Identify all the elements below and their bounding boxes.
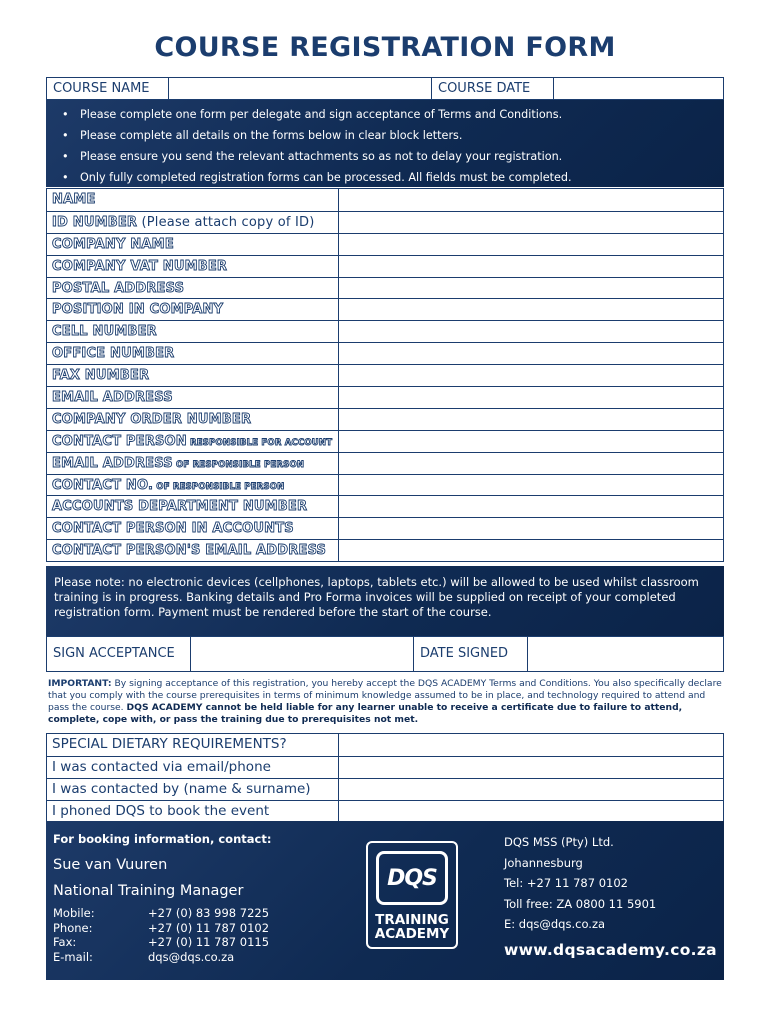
table-row	[47, 800, 723, 822]
course-date-field[interactable]	[554, 78, 723, 99]
table-row	[47, 539, 723, 561]
field-label-text: COMPANY ORDER NUMBER	[52, 411, 252, 427]
field-label-text: CONTACT PERSON'S EMAIL ADDRESS	[52, 543, 327, 559]
table-row	[47, 430, 723, 452]
field-label	[47, 343, 339, 364]
field-label	[47, 409, 339, 430]
contact-key: E-mail:	[53, 949, 93, 964]
field-label-text: CONTACT PERSON IN ACCOUNTS	[52, 521, 294, 537]
field-label	[47, 365, 339, 386]
delegate-details-table	[46, 188, 724, 562]
contact-key: Phone:	[53, 920, 93, 935]
contact-key: Mobile:	[53, 906, 95, 920]
field-input[interactable]	[339, 212, 723, 233]
contact-value: +27 (0) 11 787 0102	[148, 920, 270, 935]
field-label	[47, 212, 339, 233]
contact-row	[53, 906, 269, 921]
additional-info-table	[46, 733, 724, 823]
phoned-dqs-field[interactable]	[339, 801, 723, 822]
field-label-text: CELL NUMBER	[52, 324, 157, 340]
contacted-by-field[interactable]	[339, 779, 723, 800]
company-details	[504, 832, 656, 935]
field-label-note: (Please attach copy of ID)	[137, 214, 315, 230]
field-input[interactable]	[339, 234, 723, 255]
company-tel: Tel: +27 11 787 0102	[504, 876, 628, 890]
field-label-text: OFFICE NUMBER	[52, 346, 175, 362]
table-row	[47, 364, 723, 386]
course-date-label: COURSE DATE	[432, 78, 554, 99]
field-label	[47, 431, 339, 452]
logo-line-2: ACADEMY	[374, 926, 450, 942]
contacted-via-field[interactable]	[339, 757, 723, 778]
table-row	[47, 255, 723, 277]
dqs-training-academy-logo	[366, 841, 458, 949]
field-label-text: CONTACT PERSON	[52, 433, 187, 449]
contact-value[interactable]: dqs@dqs.co.za	[148, 949, 235, 964]
field-label	[47, 518, 339, 539]
logo-line-1: TRAINING	[375, 912, 449, 928]
dqs-logo-mark: DQS	[376, 851, 448, 905]
table-row	[47, 452, 723, 474]
field-label	[47, 234, 339, 255]
field-label	[47, 496, 339, 517]
field-input[interactable]	[339, 453, 723, 474]
dietary-requirements-label: SPECIAL DIETARY REQUIREMENTS?	[47, 734, 339, 756]
important-liability: DQS ACADEMY cannot be held liable for any learner unable to receive a certificate due to failure to attend, complete, cope with, or pass the training due to prerequisites not met.	[48, 702, 683, 725]
table-row	[47, 495, 723, 517]
note-panel	[46, 566, 724, 636]
field-input[interactable]	[339, 321, 723, 342]
contact-row	[53, 935, 269, 950]
date-signed-field[interactable]	[528, 637, 723, 671]
contact-role: National Training Manager	[53, 883, 244, 899]
table-row	[47, 517, 723, 539]
table-row	[47, 408, 723, 430]
phoned-dqs-label: I phoned DQS to book the event	[47, 801, 339, 822]
field-input[interactable]	[339, 387, 723, 408]
important-text: By signing acceptance of this registration, you hereby accept the DQS ACADEMY Terms and Conditions. You also specifically declare that you comply with the course prerequisites in terms of minimum knowledge assumed to be in place, and technology required to attend and pass the course.	[48, 678, 722, 713]
table-row	[47, 298, 723, 320]
field-label-text: FAX NUMBER	[52, 368, 150, 384]
sign-row	[46, 636, 724, 672]
field-label-text: POSITION IN COMPANY	[52, 302, 224, 318]
instructions-panel	[46, 100, 724, 187]
contact-value: +27 (0) 11 787 0115	[148, 935, 270, 949]
field-label	[47, 540, 339, 561]
field-label	[47, 256, 339, 277]
table-row	[47, 778, 723, 800]
sign-acceptance-field[interactable]	[191, 637, 414, 671]
instruction-item: • Please complete all details on the forms below in clear block letters.	[54, 125, 716, 146]
instruction-item: • Only fully completed registration forms can be processed. All fields must be completed.	[54, 167, 716, 188]
field-label	[47, 453, 339, 474]
field-label-sub: OF RESPONSIBLE PERSON	[172, 459, 305, 470]
contact-name: Sue van Vuuren	[53, 857, 168, 873]
table-row	[47, 734, 723, 756]
contact-details	[53, 906, 269, 964]
field-input[interactable]	[339, 496, 723, 517]
field-label	[47, 299, 339, 320]
table-row	[47, 342, 723, 364]
instruction-item: • Please complete one form per delegate and sign acceptance of Terms and Conditions.	[54, 104, 716, 125]
field-input[interactable]	[339, 189, 723, 211]
field-label-text: COMPANY NAME	[52, 236, 174, 252]
field-label-text: COMPANY VAT NUMBER	[52, 258, 228, 274]
field-label-text: NAME	[52, 192, 96, 207]
course-header-row	[46, 77, 724, 100]
booking-heading: For booking information, contact:	[53, 832, 272, 846]
field-input[interactable]	[339, 299, 723, 320]
table-row	[47, 189, 723, 211]
field-input[interactable]	[339, 343, 723, 364]
field-input[interactable]	[339, 431, 723, 452]
contact-row	[53, 921, 269, 936]
company-name: DQS MSS (Pty) Ltd.	[504, 835, 614, 849]
field-input[interactable]	[339, 540, 723, 561]
field-label-text: EMAIL ADDRESS	[52, 390, 173, 406]
booking-footer	[46, 821, 724, 980]
table-row	[47, 233, 723, 255]
contact-value: +27 (0) 83 998 7225	[148, 906, 270, 920]
website-link[interactable]: www.dqsacademy.co.za	[504, 941, 717, 959]
company-tollfree: Toll free: ZA 0800 11 5901	[504, 896, 657, 911]
contact-key: Fax:	[53, 935, 77, 949]
field-label-text: ID NUMBER	[52, 214, 138, 230]
table-row	[47, 386, 723, 408]
field-input[interactable]	[339, 278, 723, 299]
table-row	[47, 320, 723, 342]
course-name-label: COURSE NAME	[47, 78, 169, 99]
course-name-field[interactable]	[169, 78, 432, 99]
field-label	[47, 387, 339, 408]
instruction-item: • Please ensure you send the relevant attachments so as not to delay your registration.	[54, 146, 716, 167]
contact-row	[53, 950, 269, 965]
field-label-text: ACCOUNTS DEPARTMENT NUMBER	[52, 499, 308, 515]
sign-acceptance-label: SIGN ACCEPTANCE	[47, 637, 191, 671]
company-email[interactable]: E: dqs@dqs.co.za	[504, 917, 606, 931]
field-input[interactable]	[339, 518, 723, 539]
field-label-text: CONTACT NO.	[52, 477, 154, 493]
contacted-by-label: I was contacted by (name & surname)	[47, 779, 339, 800]
important-lead: IMPORTANT:	[48, 678, 112, 689]
field-label-sub: OF RESPONSIBLE PERSON	[153, 481, 285, 492]
important-notice	[48, 678, 724, 726]
table-row	[47, 756, 723, 778]
field-label-sub: RESPONSIBLE FOR ACCOUNT	[186, 437, 333, 448]
field-label	[47, 321, 339, 342]
field-input[interactable]	[339, 365, 723, 386]
logo-caption	[368, 913, 456, 941]
field-label-text: EMAIL ADDRESS	[52, 455, 173, 471]
table-row	[47, 211, 723, 233]
field-label	[47, 278, 339, 299]
company-city: Johannesburg	[504, 855, 583, 870]
note-text: Please note: no electronic devices (cellphones, laptops, tablets etc.) will be allowed to be used whilst classroom training is in progress. Banking details and Pro Forma invoices will be supplied on receipt of your completed registration form. Payment must be rendered before the start of the course.	[54, 575, 699, 619]
field-input[interactable]	[339, 475, 723, 496]
field-label	[47, 475, 339, 496]
field-label-text: POSTAL ADDRESS	[52, 280, 185, 296]
date-signed-label: DATE SIGNED	[414, 637, 528, 671]
form-title: COURSE REGISTRATION FORM	[154, 32, 616, 63]
dietary-requirements-field[interactable]	[339, 734, 723, 756]
field-input[interactable]	[339, 409, 723, 430]
contacted-via-label: I was contacted via email/phone	[47, 757, 339, 778]
field-label	[47, 189, 339, 211]
table-row	[47, 474, 723, 496]
table-row	[47, 277, 723, 299]
field-input[interactable]	[339, 256, 723, 277]
